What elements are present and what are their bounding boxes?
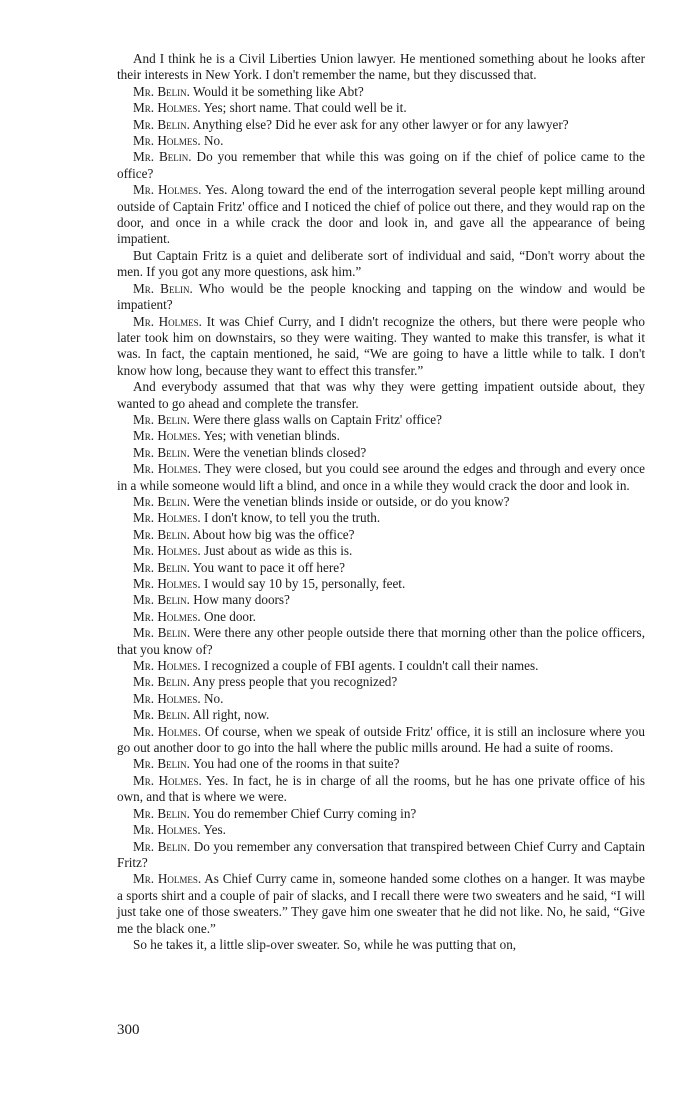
paragraph-text: Yes. Along toward the end of the interrogation several people kept milling around outside of Captain Fritz' office and I noticed the chief of police out there, and they would rap on the door, and once in a while crack the door and look in, and gave all the appearance of being impatient. — [117, 182, 645, 247]
transcript-paragraph — [117, 806, 645, 822]
transcript-paragraph — [117, 117, 645, 133]
paragraph-text: Were there glass walls on Captain Fritz' office? — [192, 411, 442, 427]
paragraph-text: You want to pace it off here? — [192, 559, 345, 575]
speaker-name: Mr. Holmes. — [133, 871, 202, 887]
paragraph-text: No. — [203, 133, 224, 149]
transcript-paragraph — [117, 84, 645, 100]
transcript-paragraph — [117, 379, 645, 412]
paragraph-text: And everybody assumed that that was why they were getting impatient outside about, they wanted to go ahead and complete the transfer. — [117, 379, 645, 411]
transcript-body — [117, 51, 645, 953]
speaker-name: Mr. Holmes. — [133, 576, 201, 591]
transcript-paragraph — [117, 461, 645, 494]
speaker-name: Mr. Holmes. — [133, 510, 201, 526]
paragraph-text: I don't know, to tell you the truth. — [203, 510, 381, 526]
paragraph-text: You had one of the rooms in that suite? — [192, 756, 400, 772]
transcript-paragraph — [117, 937, 645, 953]
transcript-paragraph — [117, 51, 645, 84]
page-number: 300 — [117, 1022, 140, 1038]
paragraph-text: Yes; short name. That could well be it. — [203, 100, 407, 116]
paragraph-text: Just about as wide as this is. — [203, 543, 353, 559]
speaker-name: Mr. Belin. — [133, 280, 193, 296]
speaker-name: Mr. Holmes. — [133, 182, 202, 198]
speaker-name: Mr. Belin. — [133, 625, 191, 641]
speaker-name: Mr. Holmes. — [133, 543, 201, 559]
transcript-paragraph — [117, 560, 645, 576]
paragraph-text: You do remember Chief Curry coming in? — [192, 805, 417, 821]
speaker-name: Mr. Holmes. — [133, 723, 202, 739]
speaker-name: Mr. Belin. — [133, 411, 190, 427]
speaker-name: Mr. Belin. — [133, 707, 190, 723]
speaker-name: Mr. Holmes. — [133, 461, 202, 477]
transcript-paragraph — [117, 707, 645, 723]
paragraph-text: Yes; with venetian blinds. — [203, 428, 340, 444]
paragraph-text: No. — [203, 690, 224, 706]
transcript-paragraph — [117, 592, 645, 608]
paragraph-text: They were closed, but you could see around the edges and through and every once in a while someone would lift a blind, and once in a while they would crack the door and look in. — [117, 461, 645, 493]
speaker-name: Mr. Belin. — [133, 493, 190, 509]
paragraph-text: Were the venetian blinds closed? — [192, 444, 367, 460]
transcript-paragraph — [117, 510, 645, 526]
transcript-paragraph — [117, 133, 645, 149]
paragraph-text: Would it be something like Abt? — [192, 83, 364, 99]
speaker-name: Mr. Belin. — [133, 592, 190, 608]
speaker-name: Mr. Holmes. — [133, 100, 201, 116]
speaker-name: Mr. Belin. — [133, 116, 190, 132]
speaker-name: Mr. Belin. — [133, 444, 190, 460]
speaker-name: Mr. Belin. — [133, 756, 190, 772]
paragraph-text: Were there any other people outside there that morning other than the police officers, that you know of? — [117, 625, 645, 657]
paragraph-text: And I think he is a Civil Liberties Union lawyer. He mentioned something about he looks after their interests in New York. I don't remember the name, but they discussed that. — [117, 51, 645, 83]
speaker-name: Mr. Belin. — [133, 674, 190, 690]
transcript-paragraph — [117, 822, 645, 838]
paragraph-text: Who would be the people knocking and tapping on the window and would be impatient? — [117, 280, 645, 313]
speaker-name: Mr. Holmes. — [133, 133, 201, 149]
transcript-paragraph — [117, 839, 645, 872]
paragraph-text: Yes. — [203, 822, 226, 838]
paragraph-text: But Captain Fritz is a quiet and deliberate sort of individual and said, “Don't worry about the men. If you got any more questions, ask him.” — [117, 247, 645, 280]
speaker-name: Mr. Holmes. — [133, 658, 201, 674]
speaker-name: Mr. Belin. — [133, 149, 192, 165]
speaker-name: Mr. Holmes. — [133, 608, 201, 624]
transcript-paragraph — [117, 543, 645, 559]
paragraph-text: Yes. In fact, he is in charge of all the rooms, but he has one private office of his own, and that is where we were. — [117, 772, 645, 805]
transcript-paragraph — [117, 691, 645, 707]
transcript-paragraph — [117, 576, 645, 592]
paragraph-text: About how big was the office? — [192, 526, 355, 542]
transcript-paragraph — [117, 494, 645, 510]
paragraph-text: I recognized a couple of FBI agents. I couldn't call their names. — [203, 658, 539, 674]
paragraph-text: One door. — [203, 608, 256, 624]
speaker-name: Mr. Belin. — [133, 83, 190, 99]
transcript-paragraph — [117, 674, 645, 690]
speaker-name: Mr. Holmes. — [133, 428, 201, 444]
paragraph-text: Were the venetian blinds inside or outside, or do you know? — [192, 493, 510, 509]
transcript-paragraph — [117, 412, 645, 428]
paragraph-text: It was Chief Curry, and I didn't recognize the others, but there were people who later took him on downstairs, so they were waiting. They wanted to make this transfer, is what it was. In fact, the captain mentioned, he said, “We are going to have a little while to talk. I don't know how long, because they want to effect this transfer.” — [117, 313, 645, 378]
paragraph-text: All right, now. — [192, 707, 270, 723]
paragraph-text: Do you remember any conversation that transpired between Chief Curry and Captain Fritz? — [117, 838, 645, 870]
transcript-paragraph — [117, 281, 645, 314]
transcript-paragraph — [117, 724, 645, 757]
speaker-name: Mr. Holmes. — [133, 690, 201, 706]
speaker-name: Mr. Holmes. — [133, 822, 201, 838]
transcript-paragraph — [117, 445, 645, 461]
transcript-paragraph — [117, 625, 645, 658]
paragraph-text: How many doors? — [193, 592, 290, 608]
transcript-paragraph — [117, 756, 645, 772]
speaker-name: Mr. Belin. — [133, 559, 190, 575]
transcript-paragraph — [117, 871, 645, 937]
transcript-paragraph — [117, 609, 645, 625]
transcript-paragraph — [117, 100, 645, 116]
paragraph-text: Anything else? Did he ever ask for any other lawyer or for any lawyer? — [192, 116, 569, 132]
transcript-paragraph — [117, 773, 645, 806]
paragraph-text: Do you remember that while this was going on if the chief of police came to the office? — [117, 149, 645, 181]
transcript-paragraph — [117, 658, 645, 674]
transcript-paragraph — [117, 248, 645, 281]
speaker-name: Mr. Belin. — [133, 805, 190, 821]
transcript-paragraph — [117, 182, 645, 248]
paragraph-text: So he takes it, a little slip-over sweater. So, while he was putting that on, — [133, 936, 517, 952]
transcript-paragraph — [117, 428, 645, 444]
speaker-name: Mr. Holmes. — [133, 313, 202, 329]
transcript-paragraph — [117, 527, 645, 543]
paragraph-text: Of course, when we speak of outside Fritz' office, it is still an inclosure where you go out another door to go into the hall where the public mills around. He had a suite of rooms. — [117, 723, 645, 756]
paragraph-text: As Chief Curry came in, someone handed some clothes on a hanger. It was maybe a sports shirt and a couple of pair of slacks, and I recall there were two sweaters and he said, “I will just take one of those sweaters.” They gave him one sweater that he did not like. No, he said, “Give me the black one.” — [117, 871, 645, 936]
paragraph-text: Any press people that you recognized? — [192, 674, 398, 690]
speaker-name: Mr. Belin. — [133, 526, 190, 542]
transcript-paragraph — [117, 314, 645, 380]
paragraph-text: I would say 10 by 15, personally, feet. — [203, 576, 406, 591]
transcript-paragraph — [117, 149, 645, 182]
speaker-name: Mr. Belin. — [133, 838, 191, 854]
speaker-name: Mr. Holmes. — [133, 772, 202, 788]
